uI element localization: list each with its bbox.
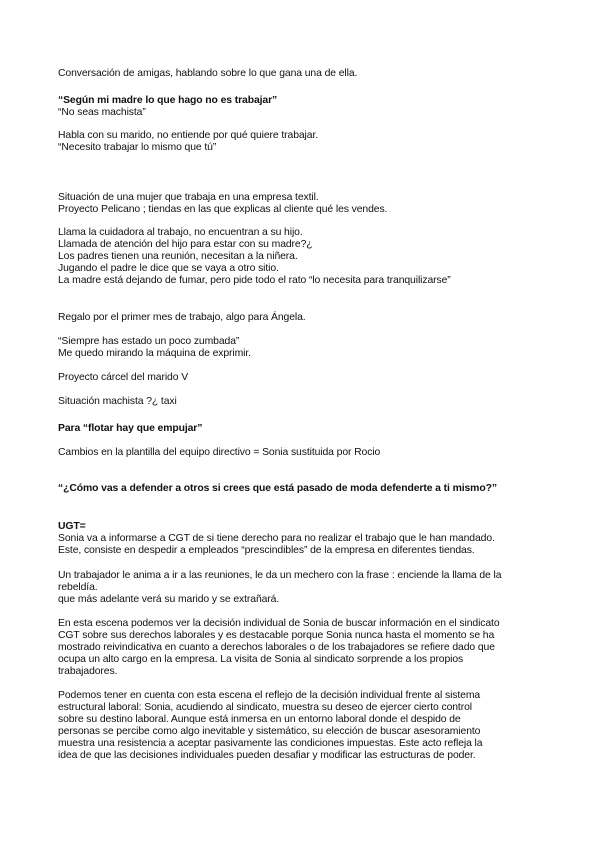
line-sonia-informarse: Sonia va a informarse a CGT de si tiene derecho para no realizar el trabajo que le han mandado. (58, 533, 495, 544)
line-situacion-textil: Situación de una mujer que trabaja en una empresa textil. (58, 192, 319, 203)
quote-zumbada: “Siempre has estado un poco zumbada” (58, 336, 240, 347)
line-situacion-machista: Situación machista ?¿ taxi (58, 396, 177, 407)
line-trabajador-3: que más adelante verá su marido y se extrañará. (58, 594, 280, 605)
paragraph-escena-line-2: CGT sobre sus derechos laborales y es destacable porque Sonia nunca hasta el momento se ha (58, 630, 495, 641)
paragraph-reflejo-line-2: estructural laboral: Sonia, acudiendo al sindicato, muestra su deseo de ejercer cierto control (58, 702, 472, 713)
paragraph-reflejo-line-6: idea de que las decisiones individuales pueden desafiar y modificar las estructuras de poder. (58, 750, 476, 761)
heading-segun-mi-madre: “Según mi madre lo que hago no es trabajar” (58, 95, 278, 106)
line-trabajador-1: Un trabajador le anima a ir a las reuniones, le da un mechero con la frase : enciende la llama de la (58, 570, 502, 581)
paragraph-reflejo-line-3: sobre su destino laboral. Aunque está inmersa en un entorno laboral donde el despido de (58, 714, 461, 725)
line-maquina-exprimir: Me quedo mirando la máquina de exprimir. (58, 348, 251, 359)
paragraph-reflejo-line-4: personas se percibe como algo inevitable y sistemático, su elección de buscar asesoramiento (58, 726, 481, 737)
paragraph-escena-line-1: En esta escena podemos ver la decisión individual de Sonia de buscar información en el sindicato (58, 618, 500, 629)
paragraph-reflejo-line-1: Podemos tener en cuenta con esta escena el reflejo de la decisión individual frente al sistema (58, 690, 481, 701)
line-trabajador-2: rebeldía. (58, 582, 98, 593)
quote-no-machista: “No seas machista” (58, 107, 146, 118)
line-habla-marido: Habla con su marido, no entiende por qué quiere trabajar. (58, 130, 319, 141)
paragraph-escena-line-3: mostrado reivindicativa en cuanto a derechos laborales o de los trabajadores se refiere dado que (58, 642, 495, 653)
heading-flotar: Para “flotar hay que empujar” (58, 423, 203, 434)
line-proyecto-carcel: Proyecto cárcel del marido V (58, 372, 189, 383)
paragraph-escena-line-4: ocupa un alto cargo en la empresa. La visita de Sonia al sindicato sorprende a los propios (58, 654, 464, 665)
heading-ugt: UGT= (58, 521, 86, 532)
paragraph-reflejo-line-5: muestra una resistencia a aceptar pasivamente las condiciones impuestas. Este acto refleja la (58, 738, 483, 749)
line-llamada-atencion: Llamada de atención del hijo para estar con su madre?¿ (58, 239, 313, 250)
line-regalo: Regalo por el primer mes de trabajo, algo para Ángela. (58, 312, 306, 323)
line-cambios-plantilla: Cambios en la plantilla del equipo directivo = Sonia sustituida por Rocio (58, 447, 381, 458)
heading-pregunta: “¿Cómo vas a defender a otros si crees que está pasado de moda defenderte a ti mismo?” (58, 483, 497, 494)
paragraph-escena-line-5: trabajadores. (58, 666, 118, 677)
intro-line: Conversación de amigas, hablando sobre lo que gana una de ella. (58, 68, 358, 79)
line-proyecto-pelicano: Proyecto Pelicano ; tiendas en las que explicas al cliente qué les vendes. (58, 204, 388, 215)
line-jugando-padre: Jugando el padre le dice que se vaya a otro sitio. (58, 263, 279, 274)
line-madre-fumar: La madre está dejando de fumar, pero pide todo el rato “lo necesita para tranquilizarse” (58, 275, 451, 286)
line-llama-cuidadora: Llama la cuidadora al trabajo, no encuentran a su hijo. (58, 227, 303, 238)
line-padres-reunion: Los padres tienen una reunión, necesitan a la niñera. (58, 251, 298, 262)
quote-necesito-trabajar: “Necesito trabajar lo mismo que tú” (58, 142, 217, 153)
line-este-consiste: Este, consiste en despedir a empleados “prescindibles” de la empresa en diferentes tiendas. (58, 545, 475, 556)
